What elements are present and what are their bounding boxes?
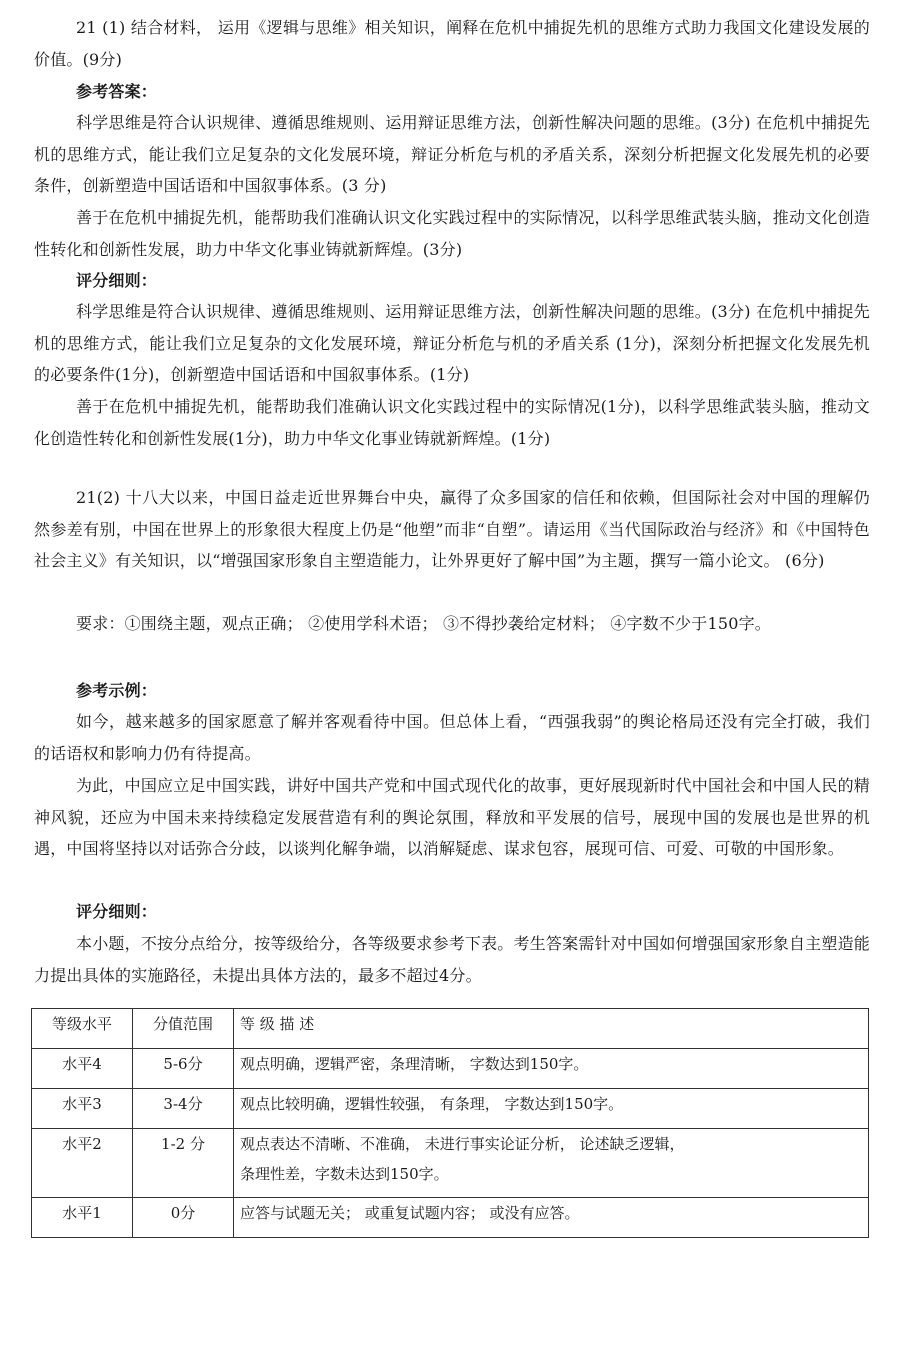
header-level: 等级水平	[32, 1009, 133, 1049]
rubric-paragraph-3: 本小题，不按分点给分，按等级给分，各等级要求参考下表。考生答案需针对中国如何增强国家形象自主塑造能力提出具体的实施路径，未提出具体方法的，最多不超过4分。	[34, 934, 870, 985]
rubric-paragraph-1: 科学思维是符合认识规律、遵循思维规则、运用辩证思维方法，创新性解决问题的思维。(3分) 在危机中捕捉先机的思维方式，能让我们立足复杂的文化发展环境，辩证分析危与机的矛盾关系 (1分)，深刻分析把握文化发展先机的必要条件(1分)，创新塑造中国话语和中国叙事体系。(1分)	[34, 302, 870, 384]
row-range: 5-6分	[133, 1049, 234, 1089]
table-row	[32, 1089, 869, 1129]
rubric-paragraph-2: 善于在危机中捕捉先机，能帮助我们准确认识文化实践过程中的实际情况(1分)，以科学思维武装头脑，推动文化创造性转化和创新性发展(1分)，助力中华文化事业铸就新辉煌。(1分)	[34, 397, 870, 448]
grade-table	[31, 1008, 869, 1238]
row-desc-line-2: 条理性差，字数未达到150字。	[240, 1165, 449, 1183]
row-level: 水平3	[32, 1089, 133, 1129]
question-21-2: 21(2) 十八大以来，中国日益走近世界舞台中央，赢得了众多国家的信任和依赖，但国际社会对中国的理解仍然参差有别，中国在世界上的形象很大程度上仍是“他塑”而非“自塑”。请运用《当代国际政治与经济》和《中国特色社会主义》有关知识，以“增强国家形象自主塑造能力，让外界更好了解中国”为主题，撰写一篇小论文。 (6分)	[34, 488, 870, 570]
header-range: 分值范围	[133, 1009, 234, 1049]
example-paragraph-2: 为此，中国应立足中国实践，讲好中国共产党和中国式现代化的故事，更好展现新时代中国社会和中国人民的精神风貌，还应为中国未来持续稳定发展营造有利的舆论氛围，释放和平发展的信号，展现中国的发展也是世界的机遇，中国将坚持以对话弥合分歧，以谈判化解争端，以消解疑虑、谋求包容，展现可信、可爱、可敬的中国形象。	[34, 776, 870, 858]
row-range: 0分	[133, 1198, 234, 1238]
table-row	[32, 1049, 869, 1089]
table-row	[32, 1198, 869, 1238]
example-heading: 参考示例：	[76, 681, 158, 700]
table-header-row	[32, 1009, 869, 1049]
example-paragraph-1: 如今，越来越多的国家愿意了解并客观看待中国。但总体上看，“西强我弱”的舆论格局还没有完全打破，我们的话语权和影响力仍有待提高。	[34, 712, 870, 763]
row-level: 水平4	[32, 1049, 133, 1089]
row-desc: 观点比较明确，逻辑性较强， 有条理， 字数达到150字。	[234, 1089, 869, 1129]
row-desc	[234, 1129, 869, 1198]
row-range: 3-4分	[133, 1089, 234, 1129]
rubric-heading-2: 评分细则：	[76, 902, 158, 921]
table-row	[32, 1129, 869, 1198]
row-desc: 观点明确，逻辑严密，条理清晰， 字数达到150字。	[234, 1049, 869, 1089]
answer-paragraph-2: 善于在危机中捕捉先机，能帮助我们准确认识文化实践过程中的实际情况，以科学思维武装头脑，推动文化创造性转化和创新性发展，助力中华文化事业铸就新辉煌。(3分)	[34, 208, 870, 259]
requirements: 要求：①围绕主题，观点正确； ②使用学科术语； ③不得抄袭给定材料； ④字数不少于150字。	[76, 614, 771, 633]
row-range: 1-2 分	[133, 1129, 234, 1198]
answer-paragraph-1: 科学思维是符合认识规律、遵循思维规则、运用辩证思维方法，创新性解决问题的思维。(3分) 在危机中捕捉先机的思维方式，能让我们立足复杂的文化发展环境，辩证分析危与机的矛盾关系，深刻分析把握文化发展先机的必要条件，创新塑造中国话语和中国叙事体系。(3 分)	[34, 113, 870, 195]
question-21-1: 21 (1) 结合材料， 运用《逻辑与思维》相关知识，阐释在危机中捕捉先机的思维方式助力我国文化建设发展的价值。(9分)	[34, 18, 870, 69]
row-desc: 应答与试题无关； 或重复试题内容； 或没有应答。	[234, 1198, 869, 1238]
row-desc-line-1: 观点表达不清晰、不准确， 未进行事实论证分析， 论述缺乏逻辑，	[240, 1135, 685, 1153]
row-level: 水平1	[32, 1198, 133, 1238]
rubric-heading: 评分细则：	[76, 271, 158, 290]
answer-heading: 参考答案：	[76, 82, 158, 101]
header-desc: 等 级 描 述	[234, 1009, 869, 1049]
row-level: 水平2	[32, 1129, 133, 1198]
